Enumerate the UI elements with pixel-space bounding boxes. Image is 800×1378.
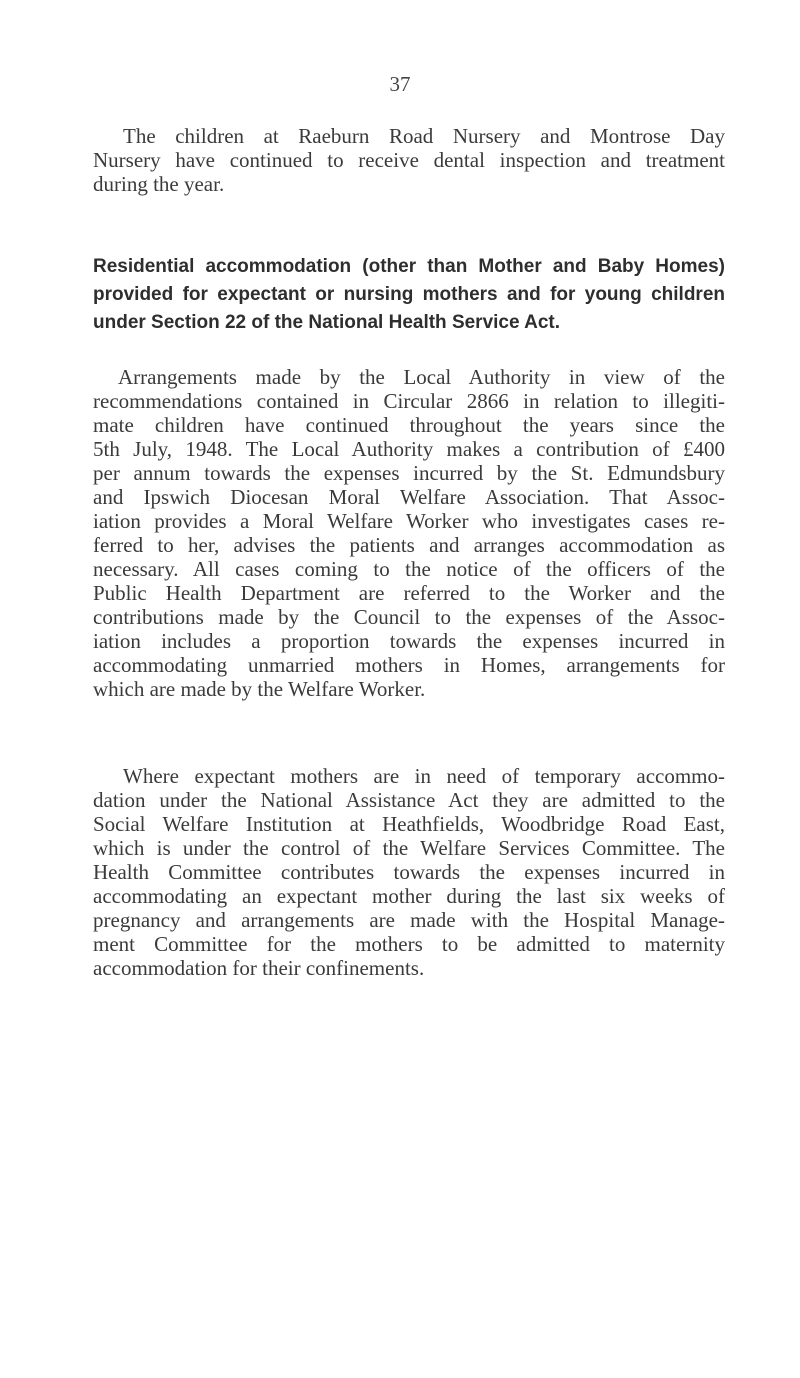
text-line: accommodating unmarried mothers in Homes, arrangements for xyxy=(93,653,725,677)
heading-line: Residential accommodation (other than Mother and Baby Homes) xyxy=(93,256,725,277)
text-line: ferred to her, advises the patients and arranges accommodation as xyxy=(93,533,725,557)
text-line: during the year. xyxy=(93,172,225,196)
text-line: recommendations contained in Circular 2866 in relation to illegiti- xyxy=(93,389,725,413)
text-line: Health Committee contributes towards the expenses incurred in xyxy=(93,860,725,884)
text-line: iation includes a proportion towards the expenses incurred in xyxy=(93,629,725,653)
text-line: The children at Raeburn Road Nursery and Montrose Day xyxy=(123,124,725,148)
paragraph-dental-inspection xyxy=(93,124,725,196)
text-line: accommodation for their confinements. xyxy=(93,956,425,980)
text-line: which are made by the Welfare Worker. xyxy=(93,677,426,701)
text-line: Where expectant mothers are in need of temporary accommo- xyxy=(123,764,725,788)
text-line: Social Welfare Institution at Heathfields, Woodbridge Road East, xyxy=(93,812,725,836)
text-line: mate children have continued throughout the years since the xyxy=(93,413,725,437)
paragraph-expectant-mothers xyxy=(93,764,725,980)
text-line: per annum towards the expenses incurred by the St. Edmundsbury xyxy=(93,461,725,485)
heading-line: under Section 22 of the National Health Service Act. xyxy=(93,312,561,333)
text-line: contributions made by the Council to the expenses of the Assoc- xyxy=(93,605,725,629)
section-heading xyxy=(93,253,725,337)
text-line: Public Health Department are referred to the Worker and the xyxy=(93,581,725,605)
text-line: necessary. All cases coming to the notice of the officers of the xyxy=(93,557,725,581)
heading-line: provided for expectant or nursing mothers and for young children xyxy=(93,284,725,305)
text-line: Arrangements made by the Local Authority in view of the xyxy=(118,365,725,389)
text-line: pregnancy and arrangements are made with the Hospital Manage- xyxy=(93,908,725,932)
text-line: iation provides a Moral Welfare Worker who investigates cases re- xyxy=(93,509,725,533)
page-number: 37 xyxy=(389,72,411,96)
paragraph-local-authority-arrangements xyxy=(93,365,725,701)
text-line: 5th July, 1948. The Local Authority makes a contribution of £400 xyxy=(93,437,725,461)
text-line: dation under the National Assistance Act they are admitted to the xyxy=(93,788,725,812)
text-line: accommodating an expectant mother during the last six weeks of xyxy=(93,884,725,908)
text-line: ment Committee for the mothers to be admitted to maternity xyxy=(93,932,725,956)
text-line: Nursery have continued to receive dental inspection and treatment xyxy=(93,148,725,172)
text-line: and Ipswich Diocesan Moral Welfare Association. That Assoc- xyxy=(93,485,725,509)
text-line: which is under the control of the Welfare Services Committee. The xyxy=(93,836,725,860)
